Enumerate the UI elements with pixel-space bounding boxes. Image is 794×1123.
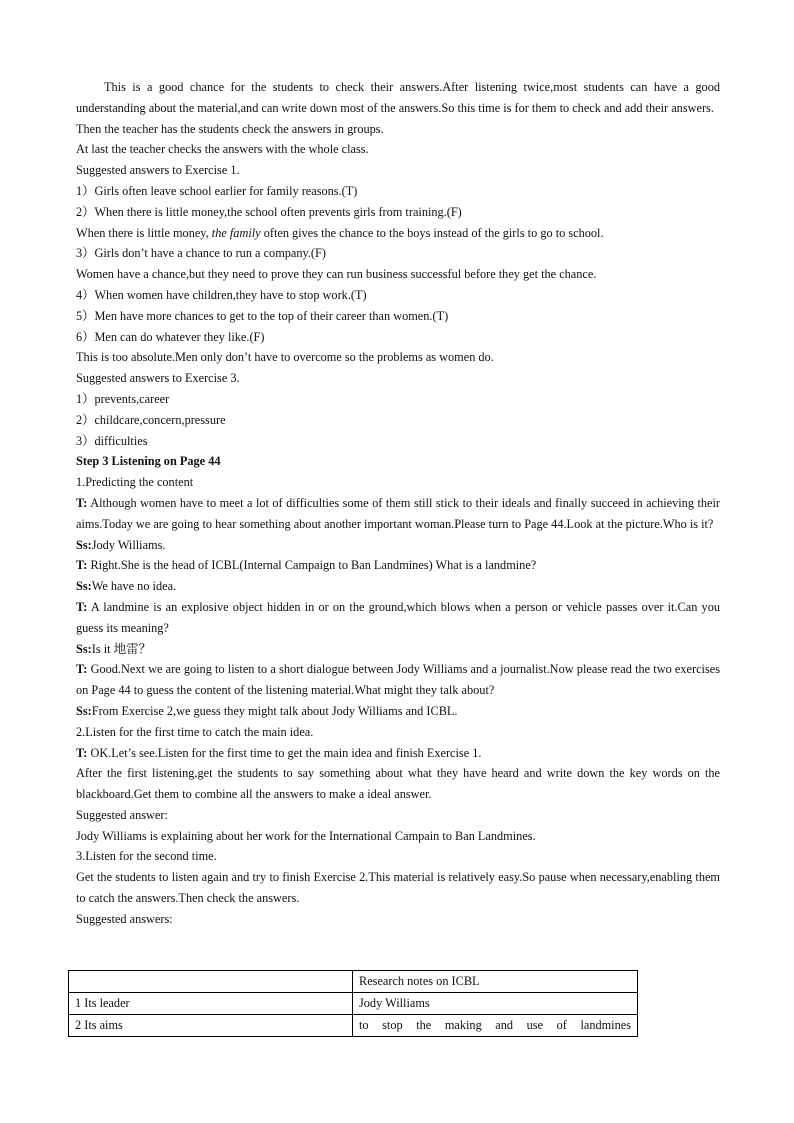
- dialogue-text: Is it: [91, 641, 114, 656]
- dialogue-line: [76, 597, 720, 639]
- paragraph: Suggested answers:: [76, 911, 173, 926]
- table-cell: [69, 971, 353, 993]
- answer-item: 1）Girls often leave school earlier for family reasons.(T): [76, 183, 358, 198]
- answer-item: 3）Girls don’t have a chance to run a company.(F): [76, 246, 326, 261]
- text-run: often gives the chance to the boys instead of the girls to go to school.: [260, 225, 604, 240]
- speaker-label: Ss:: [76, 703, 92, 718]
- dialogue-text: We have no idea.: [91, 579, 177, 594]
- paragraph: Suggested answer:: [76, 807, 168, 822]
- paragraph: 2.Listen for the first time to catch the main idea.: [76, 724, 314, 739]
- dialogue-line: [76, 555, 720, 576]
- section-heading: [76, 451, 720, 472]
- paragraph: Get the students to listen again and try to finish Exercise 2.This material is relatively easy.So pause when necessary,enabling them to catch the answers.Then check the answers.: [76, 870, 720, 906]
- answer-item: 4）When women have children,they have to stop work.(T): [76, 287, 367, 302]
- dialogue-text: Jody Williams.: [91, 537, 166, 552]
- dialogue-line: [76, 743, 720, 764]
- answer-item: 2）childcare,concern,pressure: [76, 412, 226, 427]
- answer-explanation: [76, 223, 720, 244]
- table-row: [69, 971, 638, 993]
- paragraph: Jody Williams is explaining about her work for the International Campain to Ban Landmines.: [76, 828, 536, 843]
- dialogue-line: [76, 535, 720, 556]
- speaker-label: T:: [76, 495, 88, 510]
- dialogue-text: Good.Next we are going to listen to a short dialogue between Jody Williams and a journalist.Now please read the two exercises on Page 44 to guess the content of the listening material.What might they talk about?: [76, 662, 720, 698]
- paragraph: At last the teacher checks the answers with the whole class.: [76, 142, 369, 157]
- italic-text: the family: [211, 225, 261, 240]
- answer-explanation: This is too absolute.Men only don’t have to overcome so the problems as women do.: [76, 350, 494, 365]
- paragraph: Suggested answers to Exercise 3.: [76, 371, 240, 386]
- heading-text: Step 3 Listening on Page 44: [76, 454, 221, 469]
- dialogue-text: OK.Let’s see.Listen for the first time to get the main idea and finish Exercise 1.: [87, 745, 482, 760]
- speaker-label: Ss:: [76, 641, 92, 656]
- answer-item: 1）prevents,career: [76, 391, 170, 406]
- table-cell: to stop the making and use of landmines: [353, 1015, 638, 1037]
- speaker-label: T:: [76, 558, 88, 573]
- paragraph: Then the teacher has the students check the answers in groups.: [76, 121, 384, 136]
- answer-explanation: Women have a chance,but they need to prove they can run business successful before they get the chance.: [76, 267, 597, 282]
- speaker-label: Ss:: [76, 537, 92, 552]
- table-cell: Jody Williams: [353, 993, 638, 1015]
- speaker-label: Ss:: [76, 579, 92, 594]
- speaker-label: T:: [76, 745, 88, 760]
- answer-item: 2）When there is little money,the school often prevents girls from training.(F): [76, 204, 462, 219]
- dialogue-line: [76, 701, 720, 722]
- paragraph-intro: This is a good chance for the students to check their answers.After listening twice,most students can have a good understanding about the material,and can write down most of the answers.So this time is for them to check and add their answers.: [76, 80, 720, 115]
- dialogue-text: A landmine is an explosive object hidden in or on the ground,which blows when a person or vehicle passes over it.Can you guess its meaning?: [76, 599, 720, 635]
- speaker-label: T:: [76, 662, 88, 677]
- research-notes-table: [68, 970, 638, 1037]
- paragraph: Suggested answers to Exercise 1.: [76, 163, 240, 178]
- dialogue-line: [76, 576, 720, 597]
- dialogue-line: [76, 493, 720, 535]
- dialogue-text: Although women have to meet a lot of difficulties some of them still stick to their ideals and finally succeed in achieving their aims.Today we are going to hear something about another important woman.Please turn to Page 44.Look at the picture.Who is it?: [76, 495, 720, 531]
- paragraph: After the first listening,get the students to say something about what they have heard and write down the key words on the blackboard.Get them to combine all the answers to make a ideal answer.: [76, 766, 720, 802]
- dialogue-line: [76, 659, 720, 701]
- chinese-text: 地雷？: [113, 640, 152, 656]
- table-cell: 1 Its leader: [69, 993, 353, 1015]
- table-header-cell: Research notes on ICBL: [353, 971, 638, 993]
- table-row: [69, 1015, 638, 1037]
- table-cell: 2 Its aims: [69, 1015, 353, 1037]
- answer-item: 6）Men can do whatever they like.(F): [76, 329, 265, 344]
- paragraph: 1.Predicting the content: [76, 475, 194, 490]
- paragraph: 3.Listen for the second time.: [76, 849, 217, 864]
- dialogue-text: Right.She is the head of ICBL(Internal Campaign to Ban Landmines) What is a landmine?: [87, 558, 537, 573]
- text-run: When there is little money,: [76, 225, 212, 240]
- speaker-label: T:: [76, 599, 88, 614]
- document-body: [76, 77, 720, 930]
- table-row: [69, 993, 638, 1015]
- dialogue-text: From Exercise 2,we guess they might talk about Jody Williams and ICBL.: [91, 703, 458, 718]
- answer-item: 5）Men have more chances to get to the top of their career than women.(T): [76, 308, 449, 323]
- answer-item: 3）difficulties: [76, 433, 148, 448]
- dialogue-line: [76, 639, 720, 660]
